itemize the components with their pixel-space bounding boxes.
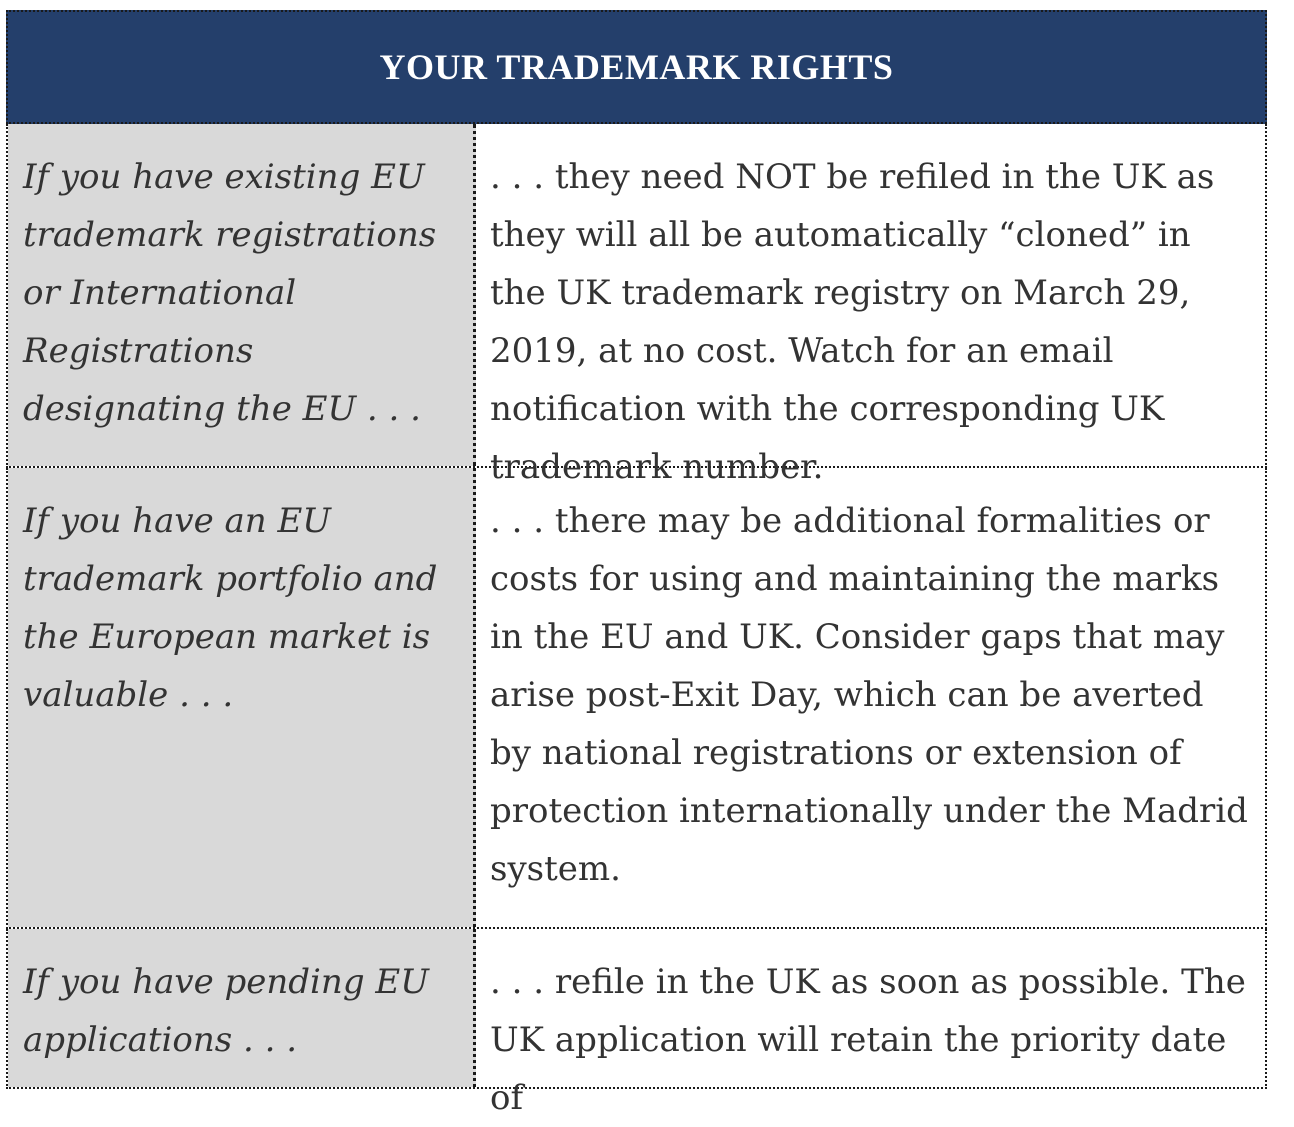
table-row [6,929,1267,1118]
action-cell: . . . there may be additional formalities or costs for using and maintaining the marks in the EU and UK. Consider gaps that may arise post-Exit Day, which can be averted by national registrations or extension of protection internationally under the Madrid system. [490,501,1248,889]
trademark-rights-table [6,10,1267,1118]
action-cell: . . . they need NOT be refiled in the UK as they will all be automatically “cloned” in the UK trademark registry on March 29, 2019, at no cost. Watch for an email notification with the corresponding UK trademark number. [490,157,1215,487]
table-title: YOUR TRADEMARK RIGHTS [6,10,1267,124]
condition-cell: If you have existing EU trademark registrations or International Registrations designating the EU . . . [8,124,476,466]
condition-cell: If you have pending EU applications . . . [8,929,476,1087]
table-row [6,124,1267,487]
condition-cell: If you have an EU trademark portfolio and the European market is valuable . . . [8,468,476,927]
table-row [6,468,1267,929]
action-cell: . . . refile in the UK as soon as possible. The UK application will retain the priority date of [490,962,1246,1118]
